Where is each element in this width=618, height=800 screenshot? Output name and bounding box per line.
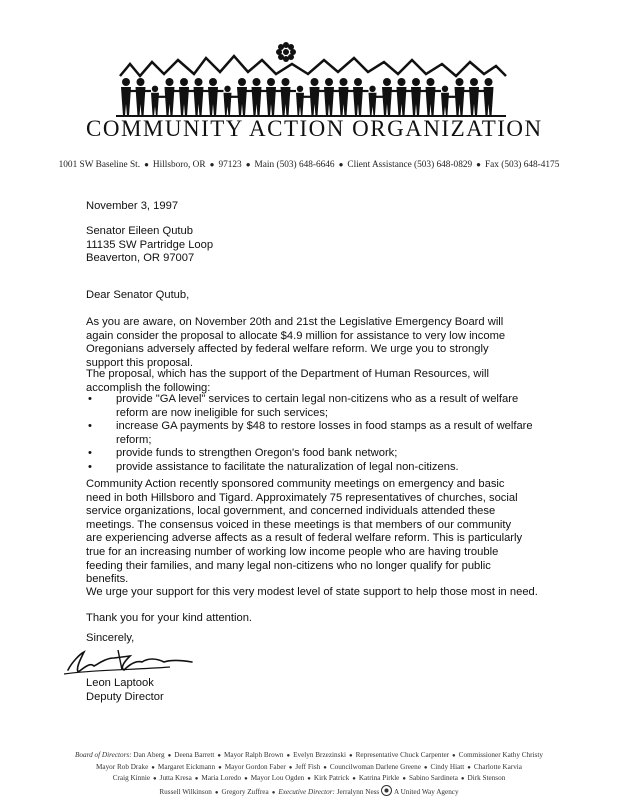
bullet-icon: ● [217,753,221,759]
united-way-text: A United Way Agency [394,787,459,796]
board-member: Charlotte Karvia [473,762,522,771]
board-member: Mayor Gordon Faber [224,762,286,771]
letterhead-address [8,160,610,170]
address-client-phone: Client Assistance (503) 648-0829 [347,160,473,170]
person-head-icon [224,86,230,92]
person-head-icon [152,86,158,92]
bullet-icon: ● [307,776,311,782]
signer-name: Leon Laptook [86,677,154,689]
bullet-icon: ● [288,764,293,771]
bullet-icon: ● [153,776,157,782]
paragraph-2: The proposal, which has the support of the Department of Human Resources, will accomplish the following: [86,368,489,394]
address-zip: 97123 [218,160,242,170]
paragraph-5: Thank you for your kind attention. [86,612,253,624]
person-body-icon [165,87,175,116]
list-item: • increase GA payments by $48 to restore losses in food stamps as a result of welfare reform; [86,420,536,447]
bullet-icon: ● [352,776,356,782]
person-body-icon [224,93,232,116]
person-body-icon [441,93,449,116]
person-body-icon [136,87,146,116]
person-head-icon [166,78,174,86]
board-member: Mayor Ralph Brown [223,751,284,759]
bullet-icon: ● [476,160,481,169]
bullet-icon: ● [209,160,215,169]
person-body-icon [310,87,320,116]
person-body-icon [484,87,494,116]
person-head-icon [383,78,391,86]
list-item: • provide assistance to facilitate the naturalization of legal non-citizens. [86,461,536,475]
list-item: • provide funds to strengthen Oregon's food bank network; [86,447,536,461]
recipient-city: Beaverton, OR 97007 [86,252,195,265]
board-member: Commissioner Kathy Christy [458,751,543,759]
recipient-name: Senator Eileen Qutub [86,225,193,237]
board-of-directors [20,750,598,798]
address-main-phone: Main (503) 648-6646 [254,160,335,170]
bullet-icon: ● [271,789,276,796]
board-member: Maria Loredo [201,774,242,782]
bullet-icon: ● [423,764,428,771]
board-member: Mayor Lou Ogden [250,774,305,782]
bullet-icon: ● [349,753,353,759]
person-head-icon [427,78,435,86]
board-member: Councilwoman Darlene Greene [329,762,421,771]
person-body-icon [151,93,159,116]
person-body-icon [339,87,349,116]
person-head-icon [412,78,420,86]
person-head-icon [340,78,348,86]
board-member: Katrina Pirkle [358,774,400,782]
person-body-icon [426,87,436,116]
bullet-icon: ● [402,776,407,782]
paragraph-4: We urge your support for this very modest level of state support to help those most in need. [86,586,538,598]
person-head-icon [122,78,130,86]
board-member: Representative Chuck Carpenter [355,751,450,759]
organization-name: COMMUNITY ACTION ORGANIZATION [86,116,543,141]
person-head-icon [456,78,464,86]
person-head-icon [137,78,145,86]
recipient-block [86,225,213,266]
letter-date: November 3, 1997 [86,200,179,212]
bullet-icon: ● [460,776,465,782]
person-head-icon [282,78,290,86]
person-head-icon [311,78,319,86]
person-body-icon [208,87,218,116]
person-body-icon [121,87,131,116]
list-item: • provide "GA level" services to certain legal non-citizens who as a result of welfare reform are now ineligible for such services; [86,393,536,420]
bullet-icon: ● [151,764,155,771]
paragraph-1: As you are aware, on November 20th and 21st the Legislative Emergency Board will again consider the proposal to allocate $4.9 million for assistance to very low income Oregonians adversely affected by federal welfare reform. We urge you to strongly support this proposal. [86,316,506,369]
bullet-icon: ● [286,753,291,759]
person-body-icon [397,87,407,116]
person-head-icon [238,78,246,86]
board-member: Cindy Hiatt [430,762,465,771]
board-member: Sabino Sardineta [409,774,458,782]
recipient-street: 11135 SW Partridge Loop [86,238,214,251]
person-head-icon [195,78,203,86]
board-member: Dan Aberg [133,751,165,759]
bullet-icon: ● [338,160,344,169]
salutation: Dear Senator Qutub, [86,289,190,301]
board-line-1 [20,750,598,762]
signer-block [86,677,164,704]
executive-director-name: Jerralynn Ness [336,787,380,796]
person-head-icon [442,86,448,92]
handwritten-signature-icon [60,640,210,680]
bullet-icon: ● [323,764,327,771]
person-body-icon [194,87,204,116]
board-member: Gregory Zuffrea [221,787,269,796]
address-street: 1001 SW Baseline St. [58,160,141,170]
person-head-icon [369,86,375,92]
person-head-icon [354,78,362,86]
person-body-icon [266,87,276,116]
person-head-icon [485,78,493,86]
person-head-icon [470,78,478,86]
board-member: Margaret Eickmann [157,762,216,771]
person-body-icon [369,93,377,116]
bullet-icon: ● [167,753,172,759]
proposal-bullet-list [86,393,536,475]
address-fax: Fax (503) 648-4175 [484,160,560,170]
signer-title: Deputy Director [86,690,164,703]
person-head-icon [209,78,217,86]
board-member: Kirk Patrick [313,774,350,782]
person-body-icon [382,87,392,116]
closing: Sincerely, [86,632,135,644]
person-head-icon [398,78,406,86]
board-line-4 [20,785,598,799]
bullet-icon: ● [452,753,456,759]
person-body-icon [296,93,304,116]
united-way-logo-icon [381,785,392,796]
person-head-icon [297,86,303,92]
person-body-icon [411,87,421,116]
bullet-icon: ● [218,764,222,771]
board-member: Jutta Kresa [159,774,192,782]
person-body-icon [469,87,479,116]
person-body-icon [281,87,291,116]
board-member: Dirk Stenson [467,774,506,782]
bullet-icon: ● [214,789,219,796]
board-member: Deena Barrett [174,751,215,759]
person-body-icon [237,87,247,116]
bullet-icon: ● [194,776,199,782]
person-body-icon [324,87,334,116]
person-body-icon [455,87,465,116]
board-line-3 [20,773,598,785]
bullet-icon: ● [244,776,248,782]
board-line-2 [20,762,598,774]
person-head-icon [253,78,261,86]
address-city: Hillsboro, OR [152,160,206,170]
board-member: Craig Kinnie [112,774,151,782]
bullet-icon: ● [467,764,471,771]
executive-director-label: Executive Director: [278,787,335,796]
board-label: Board of Directors: [75,751,132,759]
paragraph-3: Community Action recently sponsored community meetings on emergency and basic need in both Hillsboro and Tigard. Approximately 75 representatives of churches, social service organizations, local government, and concerned individuals attended these meetings. The consensus voiced in these meetings is that members of our community are experiencing adverse affects as a result of federal welfare reform. This is particularly true for an increasing number of working low income people who are having trouble feeding their families, and many legal non-citizens who no longer qualify for public benefits. [86,478,523,586]
bullet-icon: ● [144,160,149,169]
board-member: Evelyn Brzezinski [293,751,347,759]
person-body-icon [179,87,189,116]
person-head-icon [267,78,275,86]
person-head-icon [180,78,188,86]
board-member: Russell Wilkinson [159,787,212,796]
person-body-icon [353,87,363,116]
person-head-icon [325,78,333,86]
board-member: Mayor Rob Drake [96,762,149,771]
person-body-icon [252,87,262,116]
bullet-icon: ● [245,160,251,169]
board-member: Jeff Fish [295,762,321,771]
